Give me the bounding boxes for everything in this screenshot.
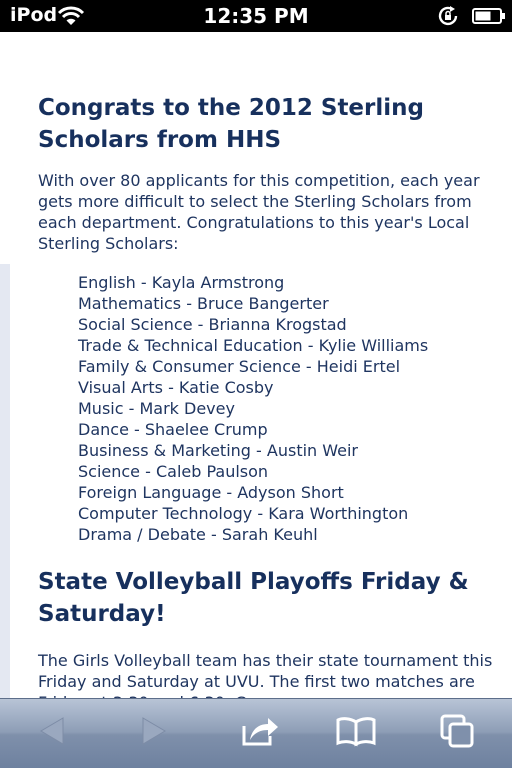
list-item: Family & Consumer Science - Heidi Ertel	[78, 357, 401, 376]
article-title[interactable]: Congrats to the 2012 Sterling Scholars from HHS	[38, 95, 424, 153]
forward-arrow-icon	[141, 716, 167, 750]
battery-icon	[472, 8, 506, 28]
rotation-lock-icon	[436, 4, 460, 32]
article-body: The Girls Volleyball team has their state tournament this Friday and Saturday at UVU. The first two matches are	[38, 651, 493, 691]
article-volleyball	[38, 566, 500, 713]
article-sterling-scholars	[38, 92, 500, 545]
list-item: Music - Mark Devey	[78, 399, 235, 418]
web-content[interactable]	[0, 32, 512, 698]
list-item: Computer Technology - Kara Worthington	[78, 504, 409, 523]
list-item: Drama / Debate - Sarah Keuhl	[78, 525, 318, 544]
browser-toolbar	[0, 698, 512, 768]
list-item: Trade & Technical Education - Kylie Williams	[78, 336, 429, 355]
article-title[interactable]: State Volleyball Playoffs Friday & Saturday!	[38, 569, 469, 627]
tabs-icon	[440, 714, 476, 752]
clock: 12:35 PM	[203, 4, 309, 28]
back-arrow-icon	[39, 716, 65, 750]
left-gutter	[0, 264, 10, 698]
scholar-list	[78, 272, 500, 545]
list-item: Science - Caleb Paulson	[78, 462, 269, 481]
list-item: Visual Arts - Katie Cosby	[78, 378, 274, 397]
bookmarks-icon	[335, 716, 377, 750]
bookmarks-button[interactable]	[332, 711, 380, 755]
list-item: Social Science - Brianna Krogstad	[78, 315, 347, 334]
article-body: With over 80 applicants for this competition, each year gets more difficult to select the Sterling Scholars from each department. Congratulations to this year's Local Sterling Scholars:	[38, 171, 480, 253]
forward-button[interactable]	[130, 711, 178, 755]
tabs-button[interactable]	[434, 711, 482, 755]
list-item: Business & Marketing - Austin Weir	[78, 441, 359, 460]
list-item: Mathematics - Bruce Bangerter	[78, 294, 329, 313]
carrier-label: iPod	[10, 4, 58, 26]
share-icon	[240, 714, 280, 752]
share-button[interactable]	[236, 711, 284, 755]
back-button[interactable]	[28, 711, 76, 755]
list-item: Dance - Shaelee Crump	[78, 420, 268, 439]
list-item: Foreign Language - Adyson Short	[78, 483, 344, 502]
status-bar	[0, 0, 512, 32]
list-item: English - Kayla Armstrong	[78, 273, 285, 292]
